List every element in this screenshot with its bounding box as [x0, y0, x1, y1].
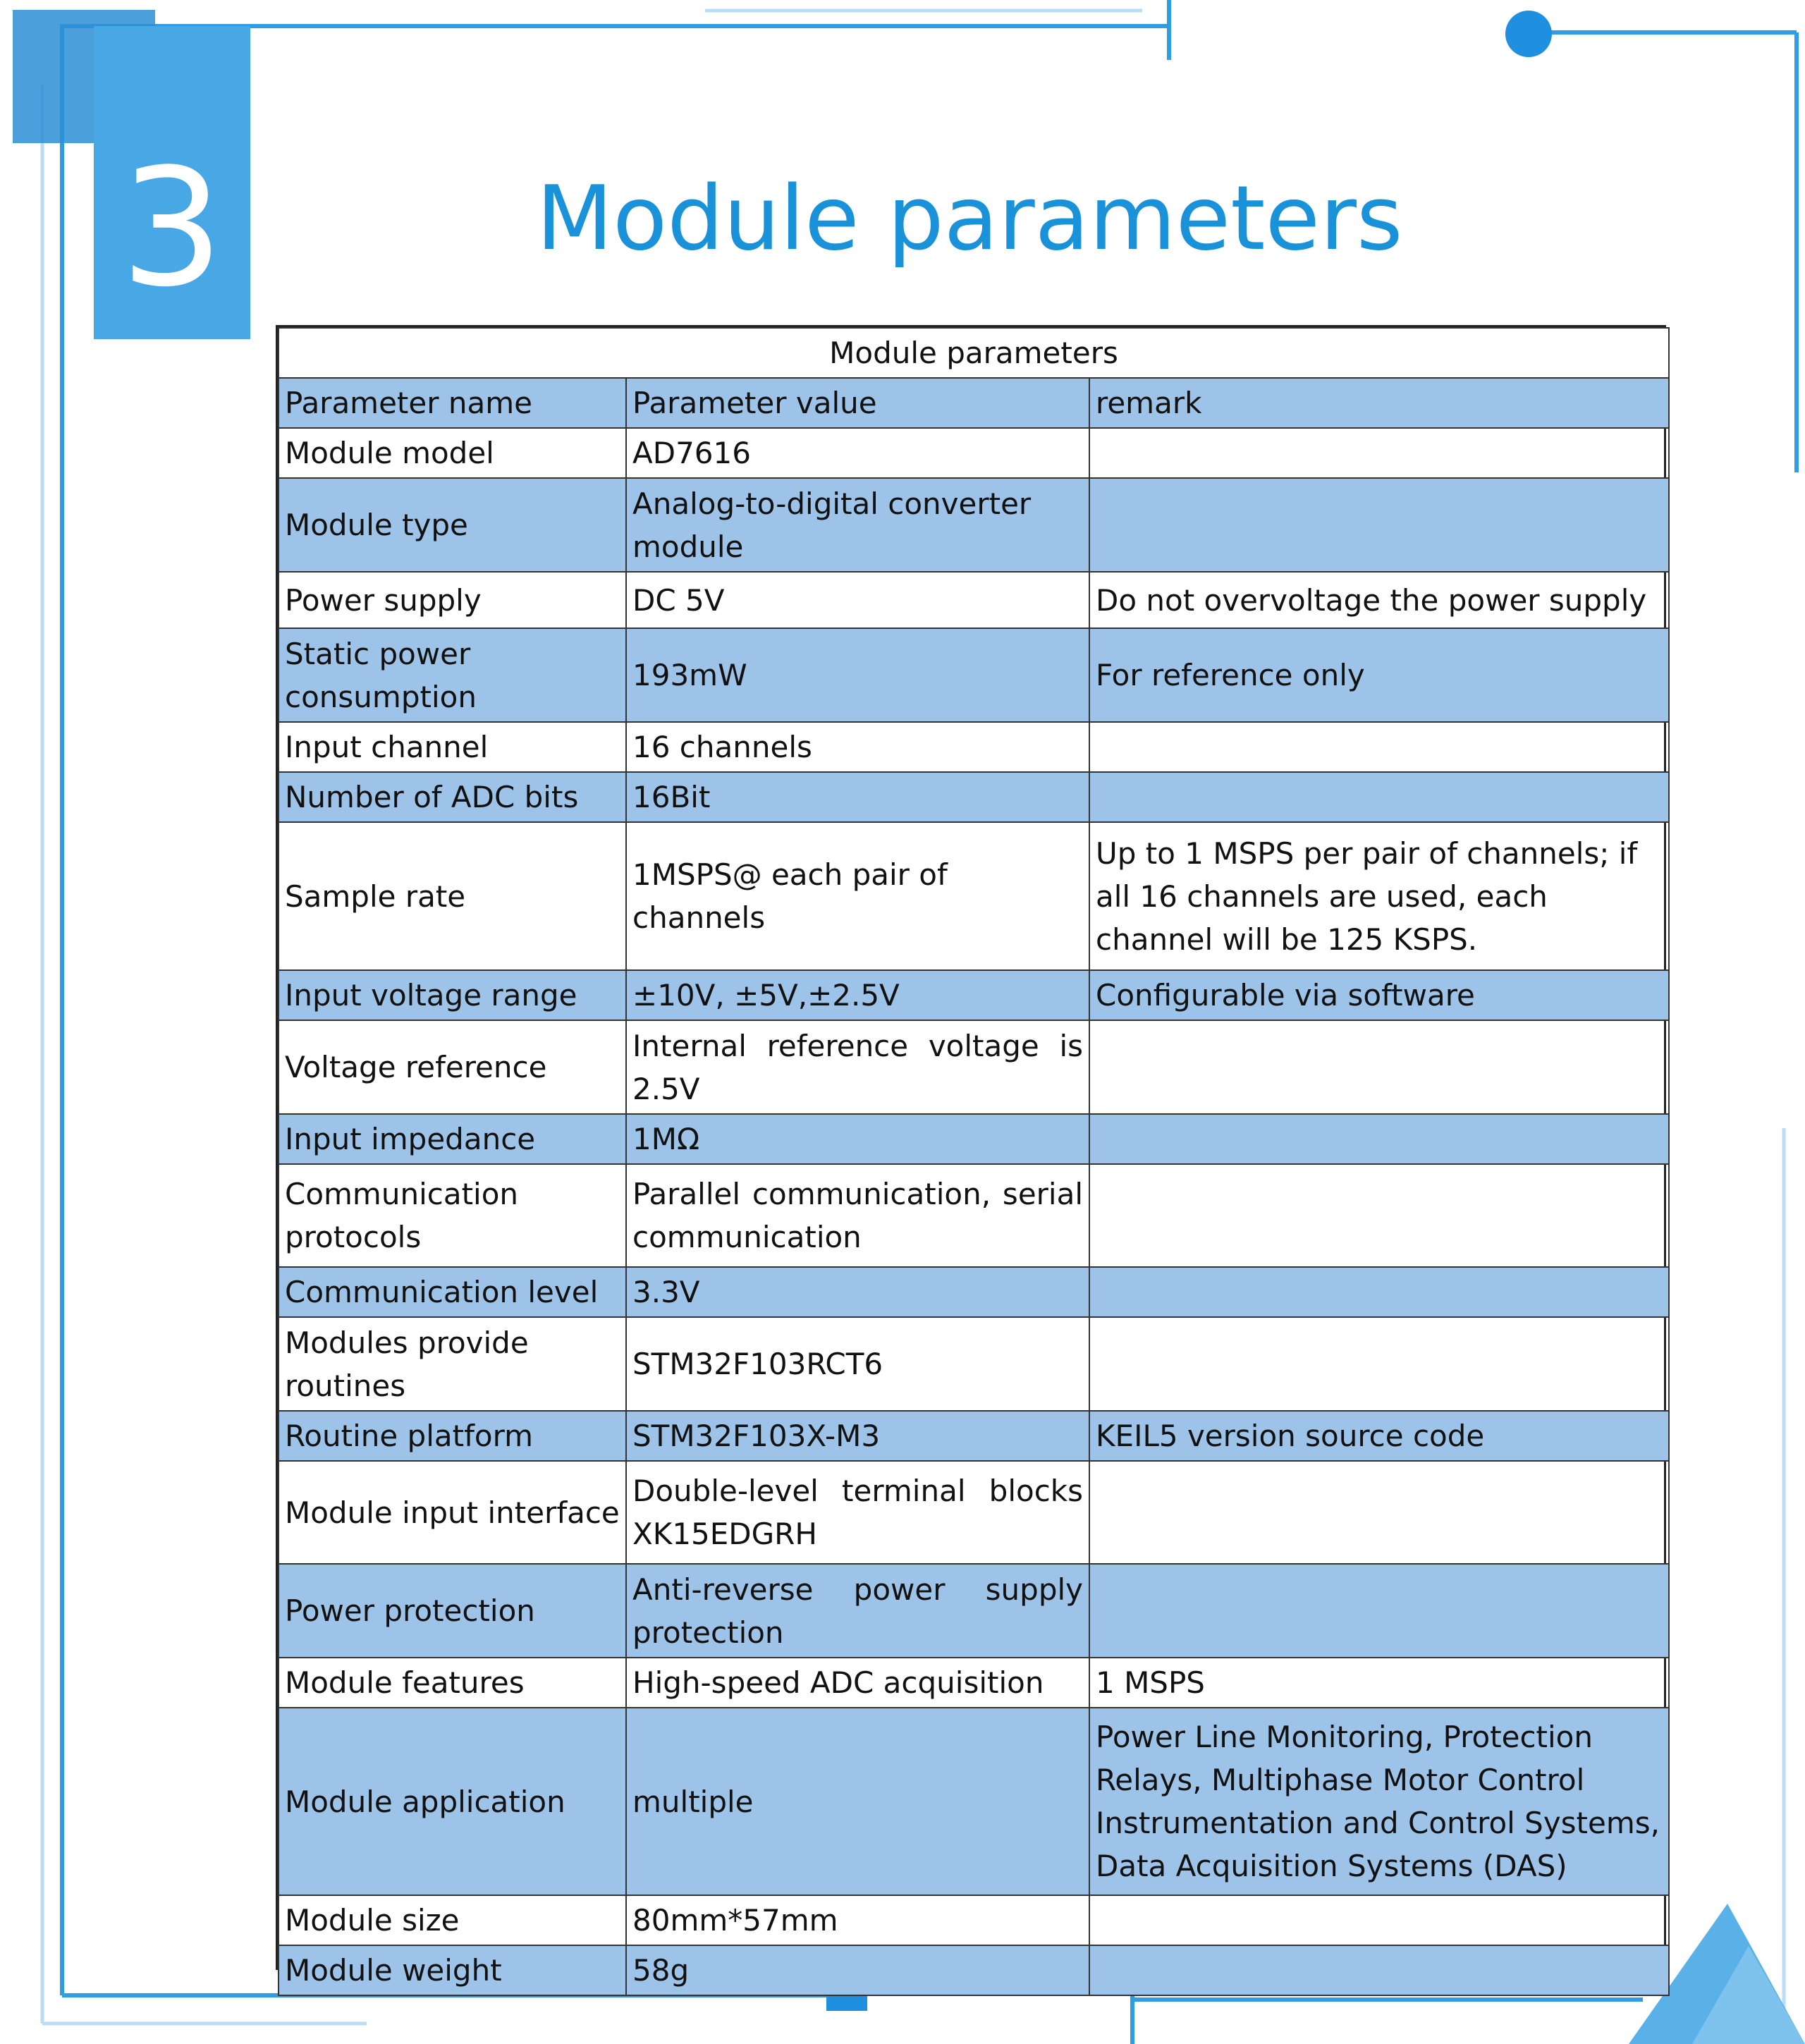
- table-row: [279, 1945, 1669, 1995]
- cell-remark: [1089, 1114, 1669, 1164]
- cell-name: Module application: [279, 1708, 626, 1895]
- table-row: [279, 1895, 1669, 1945]
- table-row: [279, 1267, 1669, 1317]
- cell-value: 193mW: [626, 628, 1089, 722]
- cell-value: Internal reference voltage is 2.5V: [626, 1020, 1089, 1114]
- cell-remark: Configurable via software: [1089, 970, 1669, 1020]
- cell-name: Module features: [279, 1658, 626, 1708]
- cell-name: Voltage reference: [279, 1020, 626, 1114]
- cell-value: 16 channels: [626, 722, 1089, 772]
- cell-name: Power supply: [279, 572, 626, 628]
- table-caption-row: [279, 328, 1669, 378]
- cell-remark: [1089, 1164, 1669, 1267]
- cell-value: 1MSPS@ each pair of channels: [626, 822, 1089, 970]
- cell-value: Parallel communication, serial communication: [626, 1164, 1089, 1267]
- cell-value: STM32F103RCT6: [626, 1317, 1089, 1411]
- cell-value: High-speed ADC acquisition: [626, 1658, 1089, 1708]
- table-row: [279, 1317, 1669, 1411]
- cell-remark: [1089, 1945, 1669, 1995]
- cell-name: Sample rate: [279, 822, 626, 970]
- cell-remark: [1089, 1267, 1669, 1317]
- cell-remark: [1089, 478, 1669, 572]
- cell-value: ±10V, ±5V,±2.5V: [626, 970, 1089, 1020]
- cell-name: Input impedance: [279, 1114, 626, 1164]
- cell-value: STM32F103X-M3: [626, 1411, 1089, 1461]
- cell-remark: Do not overvoltage the power supply: [1089, 572, 1669, 628]
- table-row: [279, 572, 1669, 628]
- table-row: [279, 822, 1669, 970]
- cell-name: Module weight: [279, 1945, 626, 1995]
- page-title: Module parameters: [536, 166, 1403, 270]
- cell-remark: [1089, 1895, 1669, 1945]
- header-parameter-name: Parameter name: [279, 378, 626, 428]
- cell-value: Analog-to-digital converter module: [626, 478, 1089, 572]
- header-parameter-value: Parameter value: [626, 378, 1089, 428]
- table-header-row: [279, 378, 1669, 428]
- cell-value: 1MΩ: [626, 1114, 1089, 1164]
- cell-remark: [1089, 722, 1669, 772]
- cell-value: AD7616: [626, 428, 1089, 478]
- section-number: 3: [120, 135, 224, 323]
- cell-remark: [1089, 1020, 1669, 1114]
- table-row: [279, 1114, 1669, 1164]
- cell-name: Input channel: [279, 722, 626, 772]
- cell-name: Power protection: [279, 1564, 626, 1658]
- cell-remark: For reference only: [1089, 628, 1669, 722]
- cell-value: 80mm*57mm: [626, 1895, 1089, 1945]
- cell-remark: [1089, 772, 1669, 822]
- table-row: [279, 1564, 1669, 1658]
- table-row: [279, 628, 1669, 722]
- cell-value: 3.3V: [626, 1267, 1089, 1317]
- cell-name: Communication level: [279, 1267, 626, 1317]
- cell-value: Anti-reverse power supply protection: [626, 1564, 1089, 1658]
- cell-remark: [1089, 1461, 1669, 1564]
- cell-name: Communication protocols: [279, 1164, 626, 1267]
- table-row: [279, 1708, 1669, 1895]
- table-row: [279, 970, 1669, 1020]
- cell-name: Module model: [279, 428, 626, 478]
- header-remark: remark: [1089, 378, 1669, 428]
- table-row: [279, 1658, 1669, 1708]
- cell-remark: [1089, 428, 1669, 478]
- table-row: [279, 1411, 1669, 1461]
- table-row: [279, 772, 1669, 822]
- cell-remark: [1089, 1564, 1669, 1658]
- cell-value: 16Bit: [626, 772, 1089, 822]
- cell-value: DC 5V: [626, 572, 1089, 628]
- cell-name: Module input interface: [279, 1461, 626, 1564]
- cell-name: Number of ADC bits: [279, 772, 626, 822]
- cell-name: Routine platform: [279, 1411, 626, 1461]
- table-row: [279, 722, 1669, 772]
- cell-remark: Power Line Monitoring, Protection Relays, Multiphase Motor Control Instrumentation and Control Systems, Data Acquisition Systems (DAS): [1089, 1708, 1669, 1895]
- cell-name: Modules provide routines: [279, 1317, 626, 1411]
- cell-name: Input voltage range: [279, 970, 626, 1020]
- cell-remark: KEIL5 version source code: [1089, 1411, 1669, 1461]
- table-caption: Module parameters: [279, 328, 1669, 378]
- table-row: [279, 478, 1669, 572]
- cell-value: 58g: [626, 1945, 1089, 1995]
- parameters-table: [278, 327, 1670, 1996]
- frame-dot: [1505, 11, 1552, 57]
- parameters-table-container: [276, 325, 1666, 1988]
- cell-name: Module type: [279, 478, 626, 572]
- cell-value: multiple: [626, 1708, 1089, 1895]
- table-row: [279, 1461, 1669, 1564]
- cell-remark: 1 MSPS: [1089, 1658, 1669, 1708]
- cell-name: Module size: [279, 1895, 626, 1945]
- table-row: [279, 428, 1669, 478]
- cell-name: Static power consumption: [279, 628, 626, 722]
- cell-value: Double-level terminal blocks XK15EDGRH: [626, 1461, 1089, 1564]
- table-row: [279, 1164, 1669, 1267]
- cell-remark: Up to 1 MSPS per pair of channels; if all 16 channels are used, each channel will be 125 KSPS.: [1089, 822, 1669, 970]
- cell-remark: [1089, 1317, 1669, 1411]
- table-row: [279, 1020, 1669, 1114]
